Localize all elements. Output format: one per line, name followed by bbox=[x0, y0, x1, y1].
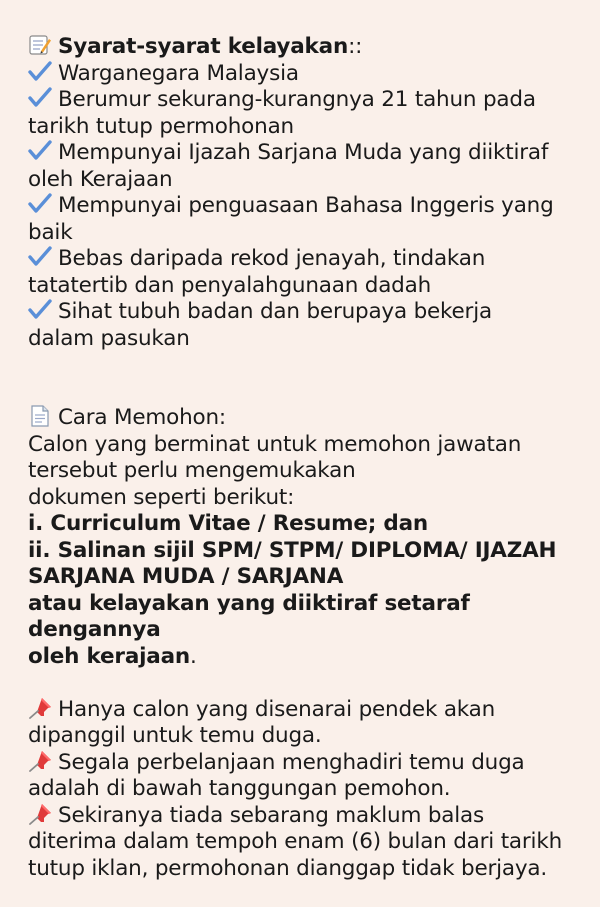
job-notice bbox=[28, 34, 584, 882]
full-stop: . bbox=[190, 643, 197, 669]
eligibility-item-text: Berumur sekurang-kurangnya 21 tahun pada bbox=[58, 87, 536, 112]
check-mark-icon bbox=[28, 193, 54, 215]
section-spacer bbox=[28, 670, 584, 697]
eligibility-item-text: Mempunyai penguasaan Bahasa Inggeris yang bbox=[58, 193, 554, 218]
intro-line-1: Calon yang berminat untuk memohon jawatan bbox=[28, 431, 522, 457]
notes-section bbox=[28, 697, 584, 883]
note-text: Hanya calon yang disenarai pendek akan bbox=[58, 696, 496, 722]
eligibility-title: Syarat-syarat kelayakan bbox=[58, 34, 349, 59]
note-text: Segala perbelanjaan menghadiri temu duga bbox=[58, 749, 525, 775]
check-mark-icon bbox=[28, 246, 54, 268]
doc-item-1: i. Curriculum Vitae / Resume; dan bbox=[28, 511, 429, 536]
check-mark-icon bbox=[28, 299, 54, 321]
how-to-apply-title: Cara Memohon: bbox=[58, 405, 226, 430]
pushpin-icon bbox=[28, 750, 54, 772]
doc-item-2-cont: SARJANA MUDA / SARJANA bbox=[28, 564, 344, 589]
note-text-cont: dipanggil untuk temu duga. bbox=[28, 723, 322, 748]
note-3 bbox=[28, 803, 584, 883]
eligibility-item-text-cont: tarikh tutup permohonan bbox=[28, 113, 294, 139]
note-text-cont: tutup iklan, permohonan dianggap tidak berjaya. bbox=[28, 855, 548, 881]
section-spacer bbox=[28, 352, 584, 405]
eligibility-item-1 bbox=[28, 61, 584, 88]
equivalent-qualification-end bbox=[28, 644, 584, 671]
eligibility-item-2 bbox=[28, 87, 584, 140]
note-text-cont: diterima dalam tempoh enam (6) bulan dari tarikh bbox=[28, 829, 562, 854]
equivalent-qualification-line: atau kelayakan yang diiktiraf setaraf dengannya bbox=[28, 590, 477, 642]
check-mark-icon bbox=[28, 87, 54, 109]
eligibility-item-text: Warganegara Malaysia bbox=[58, 60, 299, 86]
eligibility-item-text-cont: baik bbox=[28, 219, 73, 245]
eligibility-item-text-cont: oleh Kerajaan bbox=[28, 166, 173, 192]
memo-icon bbox=[28, 34, 54, 56]
how-to-apply-heading bbox=[28, 405, 584, 432]
eligibility-title-suffix: :: bbox=[348, 34, 363, 59]
eligibility-item-3 bbox=[28, 140, 584, 193]
how-to-apply-section bbox=[28, 405, 584, 670]
note-text: Sekiranya tiada sebarang maklum balas bbox=[58, 802, 485, 828]
eligibility-item-4 bbox=[28, 193, 584, 246]
check-mark-icon bbox=[28, 61, 54, 83]
check-mark-icon bbox=[28, 140, 54, 162]
note-1 bbox=[28, 697, 584, 750]
equivalent-qualification-text: oleh kerajaan bbox=[28, 643, 191, 669]
note-text-cont: adalah di bawah tanggungan pemohon. bbox=[28, 776, 451, 801]
pushpin-icon bbox=[28, 803, 54, 825]
eligibility-item-text: Sihat tubuh badan dan berupaya bekerja bbox=[58, 299, 492, 324]
eligibility-item-text-cont: tatatertib dan penyalahgunaan dadah bbox=[28, 272, 432, 298]
doc-item-2: ii. Salinan sijil SPM/ STPM/ DIPLOMA/ IJAZAH bbox=[28, 537, 557, 563]
intro-line-2: tersebut perlu mengemukakan bbox=[28, 458, 356, 483]
eligibility-heading bbox=[28, 34, 584, 61]
document-icon bbox=[28, 405, 54, 427]
eligibility-section bbox=[28, 34, 584, 352]
pushpin-icon bbox=[28, 697, 54, 719]
eligibility-item-text: Bebas daripada rekod jenayah, tindakan bbox=[58, 246, 486, 271]
intro-line-3: dokumen seperti berikut: bbox=[28, 484, 295, 510]
eligibility-item-text: Mempunyai Ijazah Sarjana Muda yang diiktiraf bbox=[58, 140, 549, 165]
eligibility-item-6 bbox=[28, 299, 584, 352]
eligibility-item-5 bbox=[28, 246, 584, 299]
eligibility-item-text-cont: dalam pasukan bbox=[28, 325, 190, 351]
note-2 bbox=[28, 750, 584, 803]
